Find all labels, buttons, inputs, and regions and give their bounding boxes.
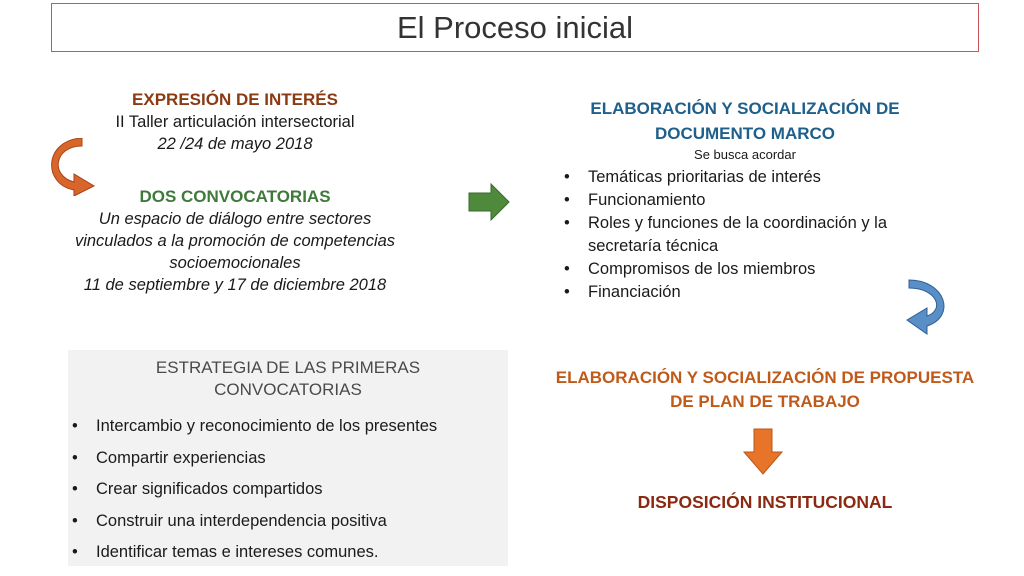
list-item: • Crear significados compartidos <box>68 474 508 506</box>
list-item: • Financiación <box>560 281 930 304</box>
disposicion-heading: DISPOSICIÓN INSTITUCIONAL <box>637 492 893 512</box>
title-box <box>51 3 979 52</box>
list-item: • Roles y funciones de la coordinación y la secretaría técnica <box>560 212 930 258</box>
convocatorias-line2: vinculados a la promoción de competencias <box>74 232 396 250</box>
propuesta-heading-1: ELABORACIÓN Y SOCIALIZACIÓN DE PROPUESTA <box>555 368 975 387</box>
expresion-heading: EXPRESIÓN DE INTERÉS <box>132 90 338 109</box>
disposicion-block <box>560 492 970 513</box>
propuesta-heading-2: DE PLAN DE TRABAJO <box>670 392 860 411</box>
list-item: • Intercambio y reconocimiento de los presentes <box>68 411 508 443</box>
list-item: • Compartir experiencias <box>68 443 508 475</box>
documento-heading-2: DOCUMENTO MARCO <box>654 124 836 143</box>
convocatorias-heading: DOS CONVOCATORIAS <box>139 187 331 206</box>
page-title: El Proceso inicial <box>396 9 634 45</box>
estrategia-list <box>68 411 508 569</box>
expresion-block <box>60 89 410 155</box>
curved-arrow-blue-icon <box>905 276 957 336</box>
estrategia-heading-1: ESTRATEGIA DE LAS PRIMERAS <box>155 358 421 377</box>
documento-list <box>560 166 930 304</box>
list-item: • Compromisos de los miembros <box>560 258 930 281</box>
expresion-line1: II Taller articulación intersectorial <box>115 113 355 131</box>
documento-heading-1: ELABORACIÓN Y SOCIALIZACIÓN DE <box>590 99 900 118</box>
documento-block <box>560 96 930 164</box>
estrategia-heading-2: CONVOCATORIAS <box>214 380 362 399</box>
convocatorias-line1: Un espacio de diálogo entre sectores <box>98 210 372 228</box>
list-item: • Temáticas prioritarias de interés <box>560 166 930 189</box>
convocatorias-line3: socioemocionales <box>169 254 301 272</box>
list-item: • Identificar temas e intereses comunes. <box>68 537 508 569</box>
list-item: • Funcionamiento <box>560 189 930 212</box>
documento-subtitle: Se busca acordar <box>694 147 796 162</box>
propuesta-block <box>520 366 1010 414</box>
down-arrow-orange-icon <box>742 428 784 476</box>
right-arrow-green-icon <box>467 183 511 221</box>
convocatorias-line4: 11 de septiembre y 17 de diciembre 2018 <box>83 276 387 294</box>
expresion-line2: 22 /24 de mayo 2018 <box>157 135 313 153</box>
list-item: • Construir una interdependencia positiva <box>68 506 508 538</box>
convocatorias-block <box>60 186 410 296</box>
estrategia-heading <box>68 357 508 401</box>
